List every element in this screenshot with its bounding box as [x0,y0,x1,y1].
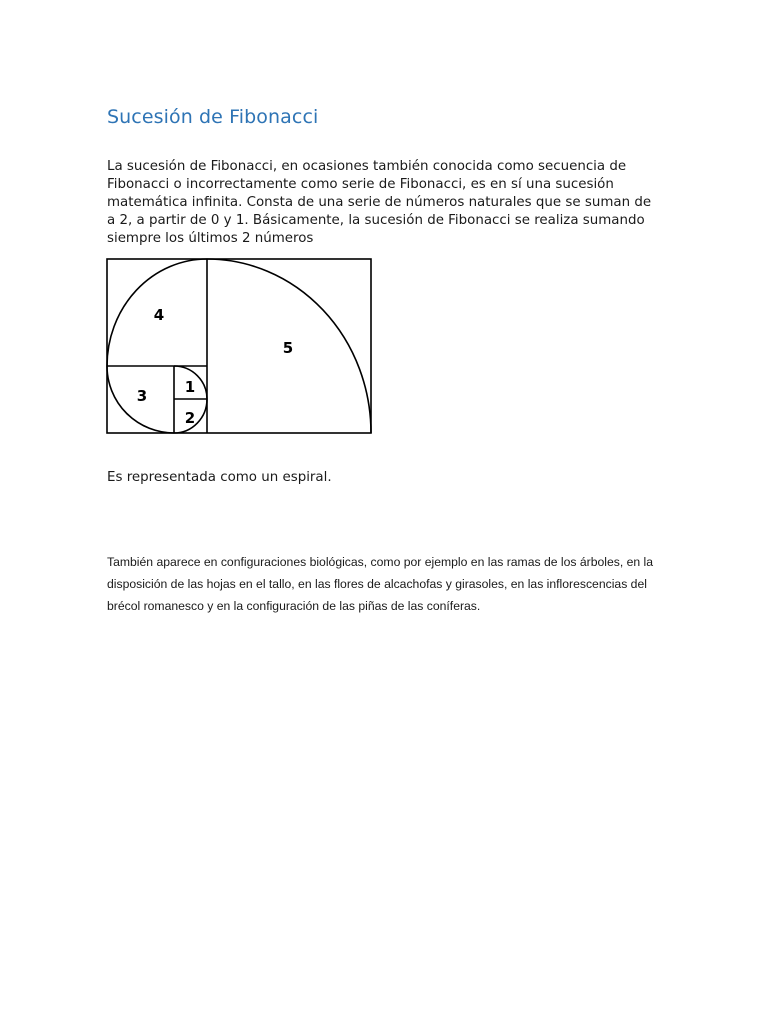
figure-caption: Es representada como un espiral. [107,470,332,485]
square-label-3: 3 [136,387,148,405]
biology-paragraph: También aparece en configuraciones biológicas, como por ejemplo en las ramas de los árboles, en la disposición de las hojas en el tallo, en las flores de alcachofas y girasoles, en las inflorescencias del brécol romanesco y en la configuración de las piñas de las coníferas. [107,555,654,613]
square-label-5: 5 [282,339,294,357]
square-label-1: 1 [184,378,196,396]
fibonacci-spiral-figure [106,258,372,434]
fibonacci-spiral-drawing [106,258,372,434]
document-title: Sucesión de Fibonacci [107,106,319,128]
intro-paragraph: La sucesión de Fibonacci, en ocasiones también conocida como secuencia de Fibonacci o incorrectamente como serie de Fibonacci, es en sí una sucesión matemática infinita. Consta de una serie de números naturales que se suman de a 2, a partir de 0 y 1. Básicamente, la sucesión de Fibonacci se realiza sumando siempre los últimos 2 números [107,159,652,246]
square-label-4: 4 [153,306,165,324]
square-label-2: 2 [184,409,196,427]
outer-rectangle [107,259,371,433]
